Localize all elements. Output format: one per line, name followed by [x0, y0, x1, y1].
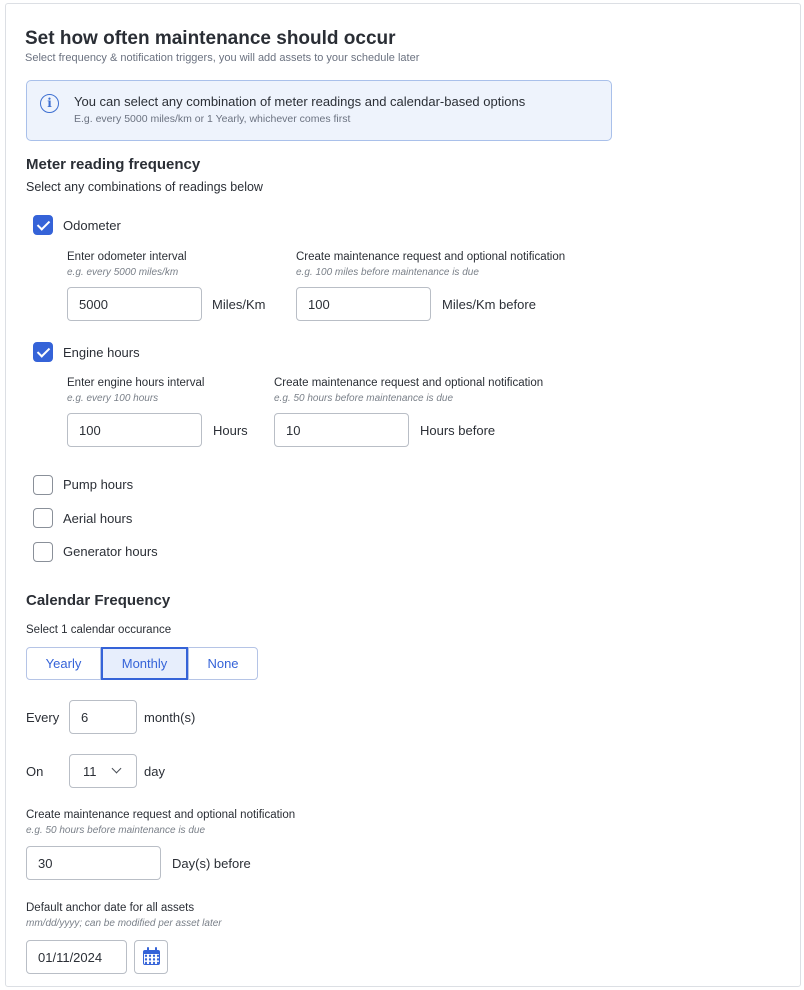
engine-hours-checkbox[interactable] — [33, 342, 53, 362]
calendar-icon-ring — [155, 947, 157, 952]
engine-interval-hint: e.g. every 100 hours — [67, 393, 159, 404]
odometer-interval-input[interactable] — [67, 287, 202, 321]
anchor-date-hint: mm/dd/yyyy; can be modified per asset later — [26, 918, 222, 929]
engine-interval-label: Enter engine hours interval — [67, 377, 205, 389]
odometer-notify-unit: Miles/Km before — [442, 297, 536, 312]
day-select[interactable] — [69, 754, 137, 788]
aerial-hours-label: Aerial hours — [63, 511, 133, 526]
odometer-notify-input[interactable] — [296, 287, 431, 321]
info-icon: i — [40, 94, 59, 113]
calendar-notify-label: Create maintenance request and optional notification — [26, 809, 296, 821]
info-banner-subtitle: E.g. every 5000 miles/km or 1 Yearly, whichever comes first — [74, 113, 351, 125]
engine-notify-unit: Hours before — [420, 423, 496, 438]
none-option-button[interactable]: None — [188, 647, 258, 680]
page-subtitle: Select frequency & notification triggers, you will add assets to your schedule later — [25, 52, 420, 64]
calendar-section-title: Calendar Frequency — [26, 592, 171, 609]
day-unit: day — [144, 764, 165, 779]
monthly-option-button[interactable]: Monthly — [101, 647, 188, 680]
every-label: Every — [26, 710, 60, 725]
odometer-interval-hint: e.g. every 5000 miles/km — [67, 267, 179, 278]
anchor-date-input[interactable] — [26, 940, 127, 974]
generator-hours-label: Generator hours — [63, 544, 158, 559]
aerial-hours-checkbox[interactable] — [33, 508, 53, 528]
calendar-occurrence-label: Select 1 calendar occurance — [26, 624, 172, 636]
anchor-date-label: Default anchor date for all assets — [26, 902, 195, 914]
calendar-notify-input[interactable] — [26, 846, 161, 880]
odometer-interval-unit: Miles/Km — [212, 297, 266, 312]
generator-hours-checkbox[interactable] — [33, 542, 53, 562]
engine-notify-label: Create maintenance request and optional notification — [274, 377, 544, 389]
odometer-notify-label: Create maintenance request and optional notification — [296, 251, 566, 263]
maintenance-frequency-card — [5, 3, 801, 987]
engine-interval-input[interactable] — [67, 413, 202, 447]
meter-section-title: Meter reading frequency — [26, 156, 201, 173]
meter-section-description: Select any combinations of readings below — [26, 180, 263, 194]
odometer-notify-hint: e.g. 100 miles before maintenance is due — [296, 267, 479, 278]
calendar-icon-ring — [147, 947, 149, 952]
pump-hours-label: Pump hours — [63, 477, 134, 492]
every-unit: month(s) — [144, 710, 196, 725]
engine-interval-unit: Hours — [213, 423, 248, 438]
odometer-interval-label: Enter odometer interval — [67, 251, 187, 263]
engine-hours-label: Engine hours — [63, 345, 140, 360]
yearly-option-button[interactable]: Yearly — [26, 647, 101, 680]
page-title: Set how often maintenance should occur — [25, 28, 396, 49]
info-banner — [26, 80, 612, 141]
chevron-down-icon — [112, 764, 122, 774]
pump-hours-checkbox[interactable] — [33, 475, 53, 495]
info-banner-title: You can select any combination of meter readings and calendar-based options — [74, 94, 526, 109]
on-label: On — [26, 764, 44, 779]
calendar-notify-unit: Day(s) before — [172, 856, 251, 871]
odometer-checkbox[interactable] — [33, 215, 53, 235]
every-months-input[interactable] — [69, 700, 137, 734]
calendar-icon — [143, 950, 160, 965]
calendar-notify-hint: e.g. 50 hours before maintenance is due — [26, 825, 206, 836]
engine-notify-hint: e.g. 50 hours before maintenance is due — [274, 393, 454, 404]
odometer-label: Odometer — [63, 218, 121, 233]
day-select-value: 11 — [83, 764, 97, 779]
engine-notify-input[interactable] — [274, 413, 409, 447]
date-picker-button[interactable] — [134, 940, 168, 974]
